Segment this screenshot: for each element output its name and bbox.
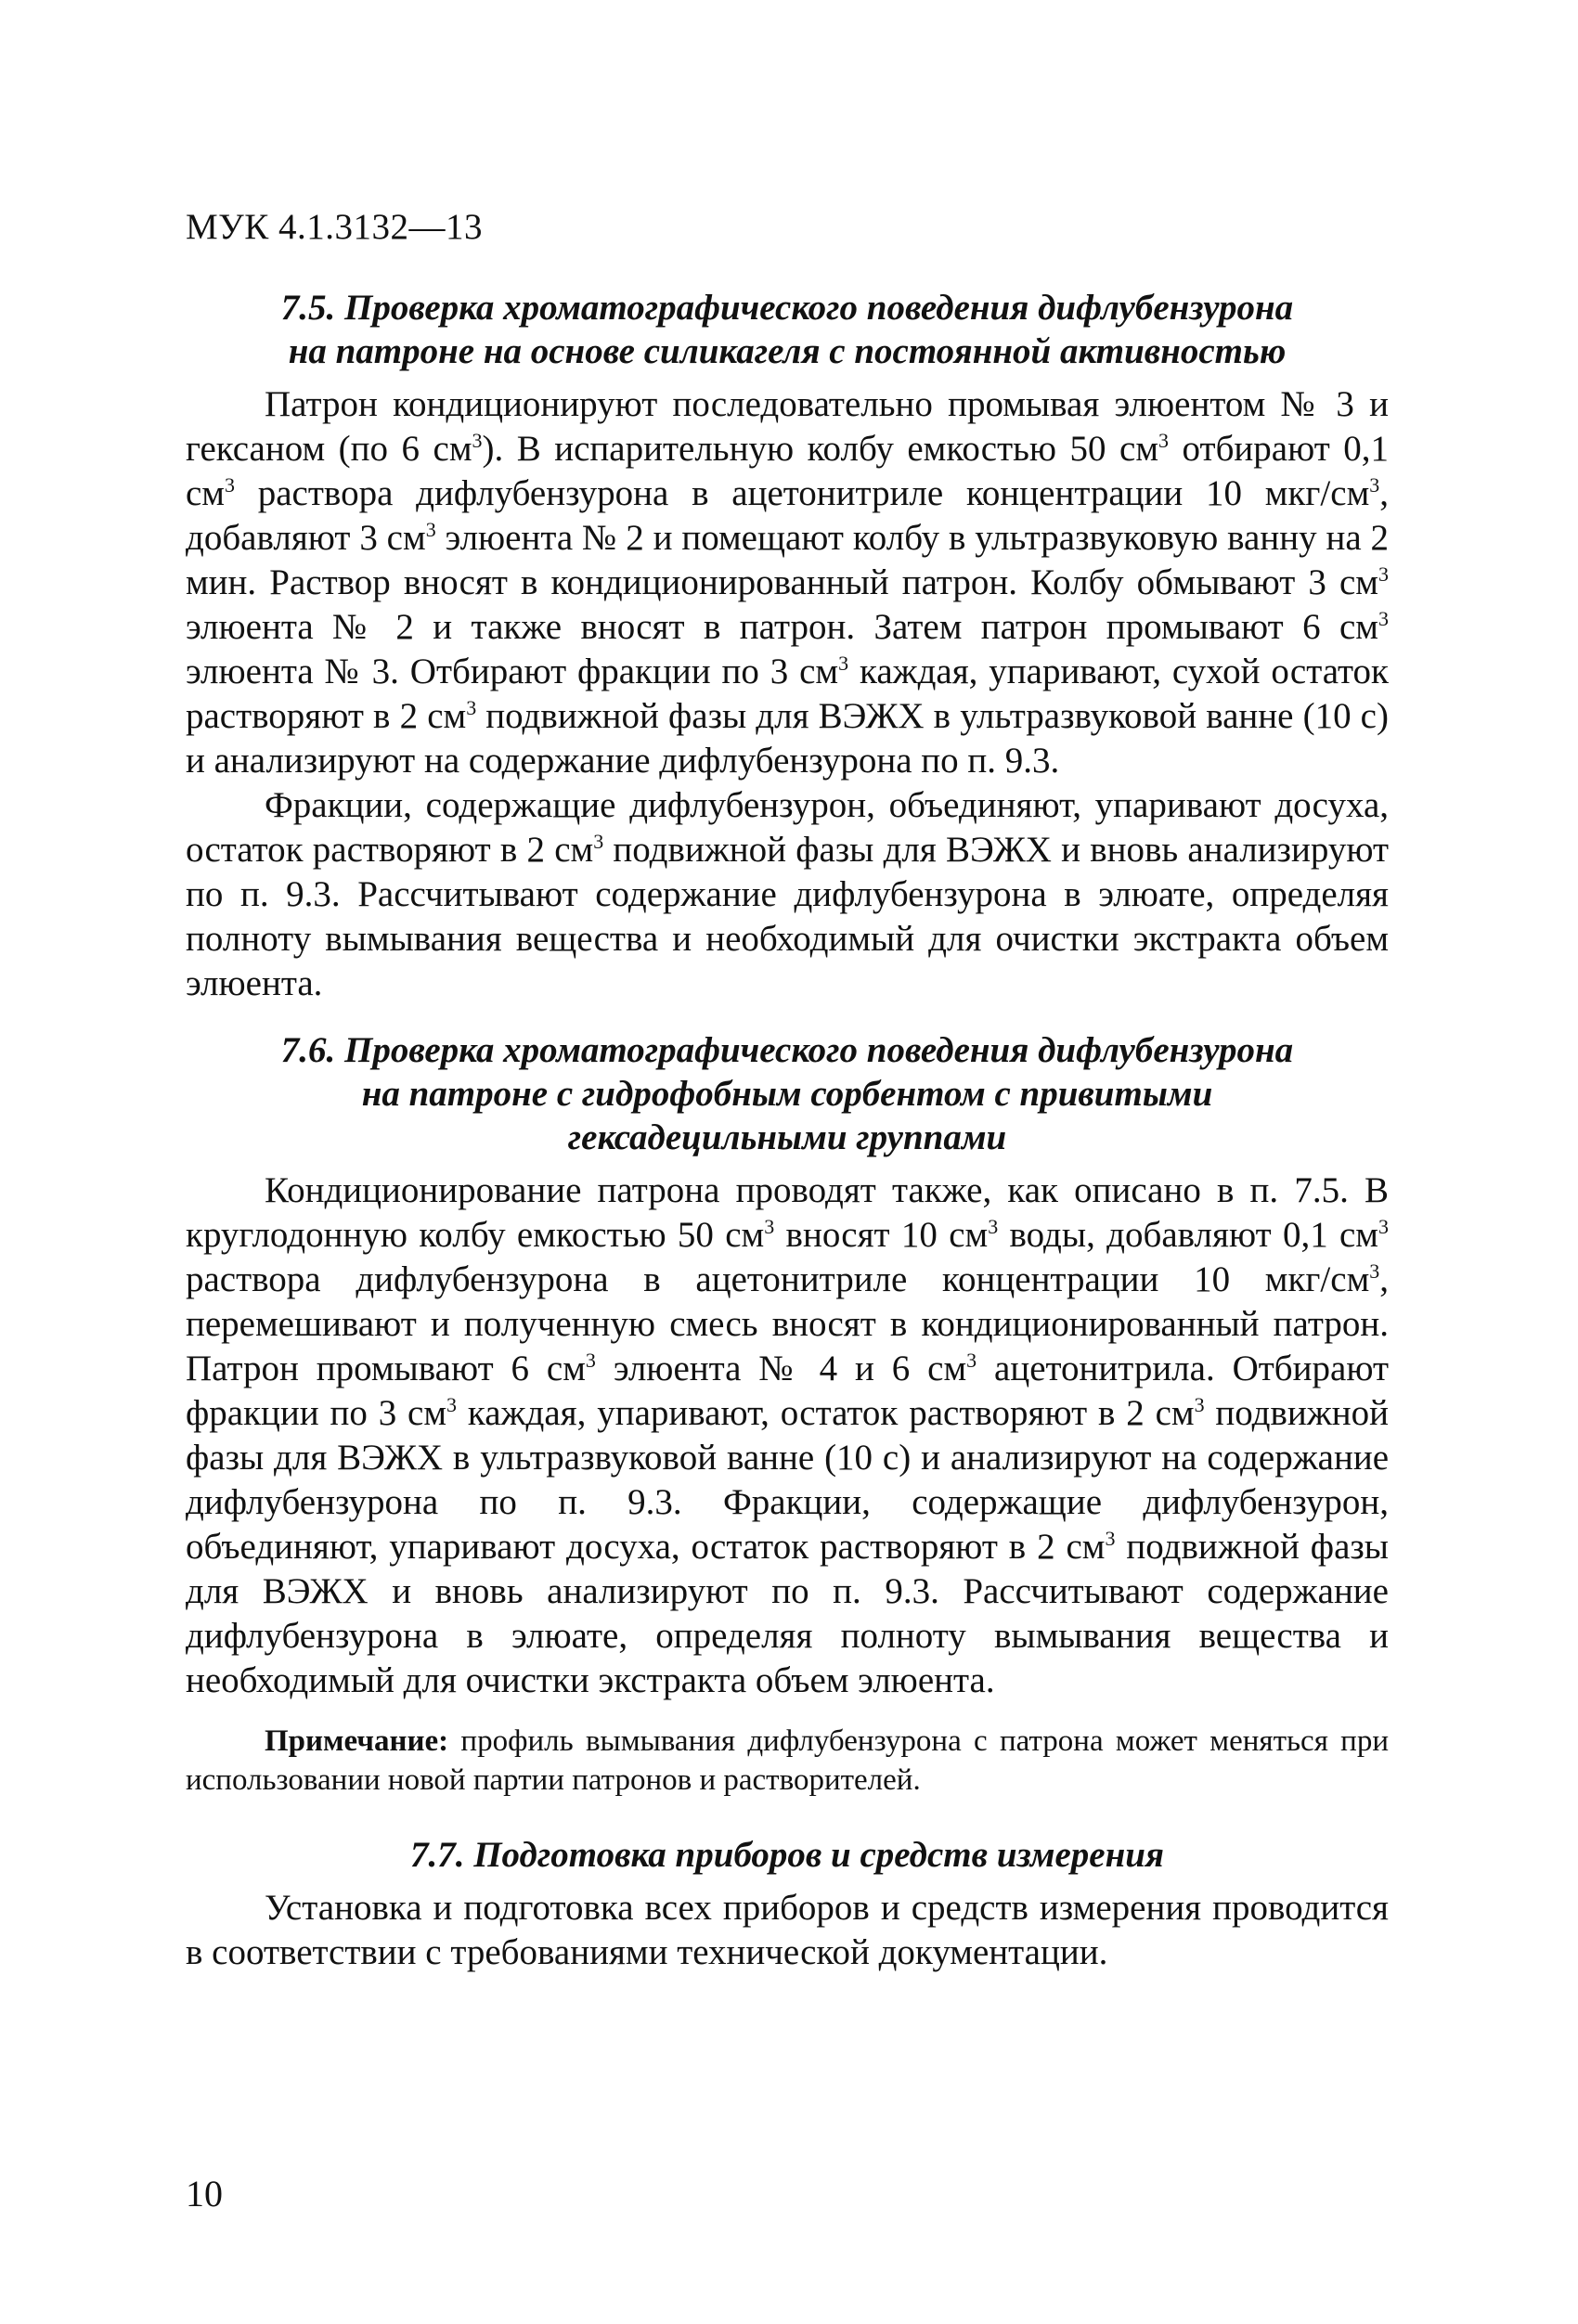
section-heading-7-6 <box>186 1028 1389 1159</box>
page-number: 10 <box>186 2173 223 2214</box>
note <box>186 1722 1389 1800</box>
section-7-6 <box>186 1028 1389 1800</box>
section-7-5 <box>186 286 1389 1006</box>
paragraph: Фракции, содержащие дифлубензурон, объединяют, упаривают досуха, остаток растворяют в 2 $см^3$ подвижной фазы для ВЭЖХ и вновь анализируют по п. 9.3. Рассчитывают содержание дифлубензурона в элюате, определяя полноту вымывания вещества и необходимый для очистки экстракта объем элюента. <box>186 785 1389 1003</box>
note-label: Примечание: <box>265 1724 449 1758</box>
heading-line: на патроне с гидрофобным сорбентом с привитыми <box>361 1074 1213 1114</box>
document-body <box>186 286 1389 1997</box>
note-text: профиль вымывания дифлубензурона с патрона может меняться при использовании новой партии патронов и растворителей. <box>186 1724 1389 1797</box>
heading-line: гексадецильными группами <box>567 1117 1007 1157</box>
heading-line: 7.5. Проверка хроматографического поведения дифлубензурона <box>280 288 1294 328</box>
paragraph: Кондиционирование патрона проводят также, как описано в п. 7.5. В круглодонную колбу емкостью 50 $см^3$ вносят 10 $см^3$ воды, добавляют 0,1 $см^3$ раствора дифлубензурона в ацетонитриле концентрации 10 мкг/$см^3$, перемешивают и полученную смесь вносят в кондиционированный патрон. Патрон промывают 6 $см^3$ элюента № 4 и 6 $см^3$ ацетонитрила. Отбирают фракции по 3 $см^3$ каждая, упаривают, остаток растворяют в 2 $см^3$ подвижной фазы для ВЭЖХ в ультразвуковой ванне (10 с) и анализируют на содержание дифлубензурона по п. 9.3. Фракции, содержащие дифлубензурон, объединяют, упаривают досуха, остаток растворяют в 2 $см^3$ подвижной фазы для ВЭЖХ и вновь анализируют по п. 9.3. Рассчитывают содержание дифлубензурона в элюате, определяя полноту вымывания вещества и необходимый для очистки экстракта объем элюента. <box>186 1170 1389 1700</box>
section-heading-7-7 <box>186 1833 1389 1877</box>
section-7-7 <box>186 1833 1389 1975</box>
heading-line: 7.7. Подготовка приборов и средств измерения <box>409 1835 1165 1875</box>
paragraph: Патрон кондиционируют последовательно промывая элюентом № 3 и гексаном (по 6 $см^3$). В испарительную колбу емкостью 50 $см^3$ отбирают 0,1 $см^3$ раствора дифлубензурона в ацетонитриле концентрации 10 мкг/$см^3$, добавляют 3 $см^3$ элюента № 2 и помещают колбу в ультразвуковую ванну на 2 мин. Раствор вносят в кондиционированный патрон. Колбу обмывают 3 $см^3$ элюента № 2 и также вносят в патрон. Затем патрон промывают 6 $см^3$ элюента № 3. Отбирают фракции по 3 $см^3$ каждая, упаривают, сухой остаток растворяют в 2 $см^3$ подвижной фазы для ВЭЖХ в ультразвуковой ванне (10 с) и анализируют на содержание дифлубензурона по п. 9.3. <box>186 384 1390 781</box>
heading-line: на патроне на основе силикагеля с постоянной активностью <box>288 331 1287 371</box>
paragraph: Установка и подготовка всех приборов и средств измерения проводится в соответствии с требованиями технической документации. <box>186 1888 1389 1972</box>
doc-code: МУК 4.1.3132—13 <box>186 207 484 247</box>
heading-line: 7.6. Проверка хроматографического поведения дифлубензурона <box>280 1030 1294 1070</box>
section-heading-7-5 <box>186 286 1389 373</box>
